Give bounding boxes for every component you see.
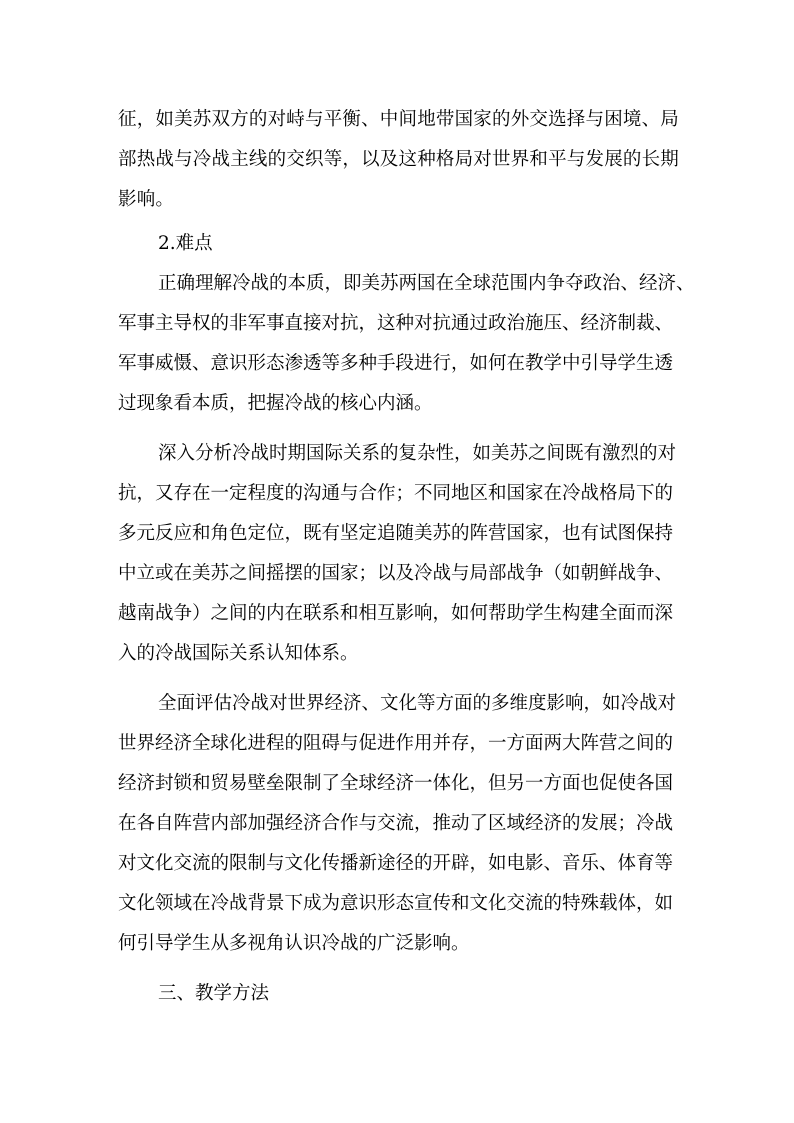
paragraph-line: 征，如美苏双方的对峙与平衡、中间地带国家的外交选择与困境、局 xyxy=(118,109,680,130)
paragraph-line: 中立或在美苏之间摇摆的国家；以及冷战与局部战争（如朝鲜战争、 xyxy=(118,563,674,584)
paragraph-line: 文化领域在冷战背景下成为意识形态宣传和文化交流的特殊载体，如 xyxy=(118,893,674,914)
paragraph-line: 部热战与冷战主线的交织等，以及这种格局对世界和平与发展的长期 xyxy=(118,149,680,170)
paragraph-line: 过现象看本质，把握冷战的核心内涵。 xyxy=(118,393,433,414)
paragraph-line: 越南战争）之间的内在联系和相互影响，如何帮助学生构建全面而深 xyxy=(118,603,674,624)
paragraph-line: 影响。 xyxy=(118,189,175,210)
paragraph-line: 军事威慑、意识形态渗透等多种手段进行，如何在教学中引导学生透 xyxy=(118,353,674,374)
paragraph-line: 多元反应和角色定位，既有坚定追随美苏的阵营国家，也有试图保持 xyxy=(118,523,674,544)
paragraph-line: 世界经济全球化进程的阻碍与促进作用并存，一方面两大阵营之间的 xyxy=(118,733,674,754)
paragraph-line: 何引导学生从多视角认识冷战的广泛影响。 xyxy=(118,933,470,954)
paragraph-line: 在各自阵营内部加强经济合作与交流，推动了区域经济的发展；冷战 xyxy=(118,813,674,834)
paragraph-essence xyxy=(118,264,695,424)
section-heading-difficulty: 2.难点 xyxy=(158,233,213,254)
paragraph-impact xyxy=(118,684,678,964)
paragraph-intro xyxy=(118,100,678,220)
paragraph-line: 深入分析冷战时期国际关系的复杂性，如美苏之间既有激烈的对 xyxy=(158,443,677,464)
paragraph-line: 对文化交流的限制与文化传播新途径的开辟，如电影、音乐、体育等 xyxy=(118,853,674,874)
paragraph-line: 全面评估冷战对世界经济、文化等方面的多维度影响，如冷战对 xyxy=(158,693,677,714)
paragraph-line: 入的冷战国际关系认知体系。 xyxy=(118,643,359,664)
paragraph-line: 经济封锁和贸易壁垒限制了全球经济一体化，但另一方面也促使各国 xyxy=(118,773,674,794)
paragraph-complexity xyxy=(118,434,678,674)
paragraph-line: 军事主导权的非军事直接对抗，这种对抗通过政治施压、经济制裁、 xyxy=(118,313,674,334)
paragraph-line: 抗，又存在一定程度的沟通与合作；不同地区和国家在冷战格局下的 xyxy=(118,483,674,504)
paragraph-line: 正确理解冷战的本质，即美苏两国在全球范围内争夺政治、经济、 xyxy=(158,273,695,294)
section-heading-teaching-methods: 三、教学方法 xyxy=(158,983,270,1004)
